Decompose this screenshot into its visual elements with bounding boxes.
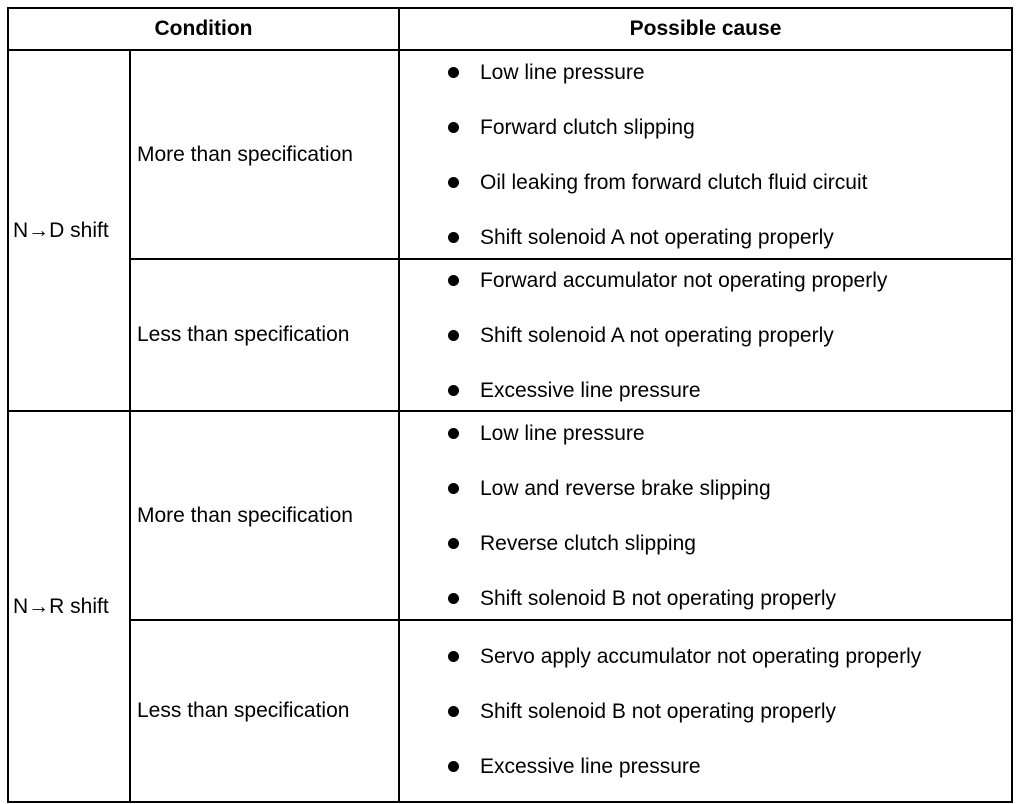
bullet-icon bbox=[448, 275, 459, 286]
bullet-icon bbox=[448, 593, 459, 604]
bullet-icon bbox=[448, 122, 459, 133]
table-row bbox=[8, 620, 1012, 802]
causes-cell bbox=[399, 259, 1012, 411]
bullet-icon bbox=[448, 330, 459, 341]
cause-list bbox=[400, 57, 1011, 253]
cause-list bbox=[400, 265, 1011, 406]
bullet-icon bbox=[448, 232, 459, 243]
possible-cause-header: Possible cause bbox=[399, 8, 1012, 50]
list-item bbox=[400, 57, 1011, 88]
table-row bbox=[8, 411, 1012, 620]
condition-header: Condition bbox=[8, 8, 399, 50]
cause-text: Low line pressure bbox=[480, 421, 645, 445]
cause-list bbox=[400, 418, 1011, 614]
diagnosis-table bbox=[7, 7, 1013, 803]
list-item bbox=[400, 751, 1011, 782]
list-item bbox=[400, 473, 1011, 504]
list-item bbox=[400, 112, 1011, 143]
cause-list bbox=[400, 641, 1011, 782]
cause-text: Low line pressure bbox=[480, 60, 645, 84]
list-item bbox=[400, 528, 1011, 559]
list-item bbox=[400, 641, 1011, 672]
condition-cell: Less than specification bbox=[130, 259, 399, 411]
list-item bbox=[400, 167, 1011, 198]
list-item bbox=[400, 583, 1011, 614]
bullet-icon bbox=[448, 761, 459, 772]
bullet-icon bbox=[448, 177, 459, 188]
cause-text: Excessive line pressure bbox=[480, 378, 701, 402]
bullet-icon bbox=[448, 706, 459, 717]
causes-cell bbox=[399, 620, 1012, 802]
causes-cell bbox=[399, 411, 1012, 620]
cause-text: Forward accumulator not operating properly bbox=[480, 268, 888, 292]
bullet-icon bbox=[448, 538, 459, 549]
bullet-icon bbox=[448, 428, 459, 439]
table-row bbox=[8, 50, 1012, 259]
condition-cell: More than specification bbox=[130, 50, 399, 259]
cause-text: Oil leaking from forward clutch fluid circuit bbox=[480, 170, 868, 194]
list-item bbox=[400, 222, 1011, 253]
causes-cell bbox=[399, 50, 1012, 259]
cause-text: Reverse clutch slipping bbox=[480, 531, 696, 555]
bullet-icon bbox=[448, 385, 459, 396]
shift-label-nd: N→D shift bbox=[8, 50, 130, 411]
cause-text: Shift solenoid B not operating properly bbox=[480, 699, 837, 723]
cause-text: Excessive line pressure bbox=[480, 754, 701, 778]
list-item bbox=[400, 375, 1011, 406]
table-row bbox=[8, 259, 1012, 411]
bullet-icon bbox=[448, 67, 459, 78]
cause-text: Forward clutch slipping bbox=[480, 115, 695, 139]
bullet-icon bbox=[448, 483, 459, 494]
shift-label-nr: N→R shift bbox=[8, 411, 130, 802]
list-item bbox=[400, 418, 1011, 449]
bullet-icon bbox=[448, 651, 459, 662]
condition-cell: More than specification bbox=[130, 411, 399, 620]
cause-text: Shift solenoid A not operating properly bbox=[480, 323, 834, 347]
header-row bbox=[8, 8, 1012, 50]
cause-text: Shift solenoid B not operating properly bbox=[480, 586, 837, 610]
cause-text: Low and reverse brake slipping bbox=[480, 476, 771, 500]
cause-text: Servo apply accumulator not operating properly bbox=[480, 644, 922, 668]
list-item bbox=[400, 696, 1011, 727]
condition-cell: Less than specification bbox=[130, 620, 399, 802]
list-item bbox=[400, 265, 1011, 296]
cause-text: Shift solenoid A not operating properly bbox=[480, 225, 834, 249]
list-item bbox=[400, 320, 1011, 351]
